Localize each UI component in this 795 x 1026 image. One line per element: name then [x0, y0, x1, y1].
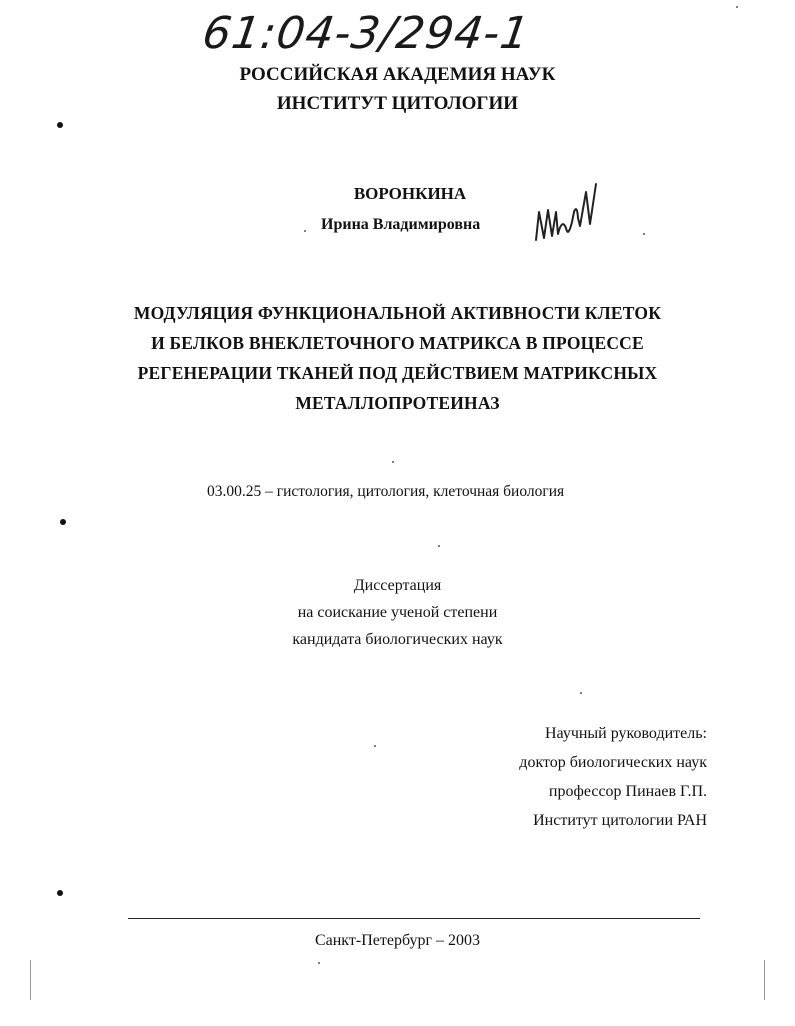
footer-rule	[128, 918, 700, 919]
dissertation-label: Диссертация	[353, 577, 442, 594]
academy-name: РОССИЙСКАЯ АКАДЕМИЯ НАУК	[239, 64, 556, 85]
scan-speck	[304, 230, 306, 232]
scan-speck	[643, 233, 645, 235]
supervisor-name: профессор Пинаев Г.П.	[548, 783, 707, 800]
title-line-1: МОДУЛЯЦИЯ ФУНКЦИОНАЛЬНОЙ АКТИВНОСТИ КЛЕТОК	[133, 303, 662, 323]
archive-mark: 61:04-3/294-1	[199, 8, 533, 59]
scan-speck	[318, 962, 320, 964]
binding-mark	[57, 890, 63, 896]
specialty-code: 03.00.25 – гистология, цитология, клеточная биология	[207, 483, 565, 500]
institute-name: ИНСТИТУТ ЦИТОЛОГИИ	[276, 93, 519, 114]
supervisor-degree: доктор биологических наук	[519, 754, 707, 771]
author-last-name: ВОРОНКИНА	[353, 184, 467, 203]
supervisor-label: Научный руководитель:	[544, 725, 707, 742]
signature-mark	[530, 182, 610, 250]
scan-speck	[438, 545, 440, 547]
degree-purpose: на соискание ученой степени	[297, 604, 498, 621]
degree-name: кандидата биологических наук	[292, 631, 503, 648]
scan-speck	[580, 692, 582, 694]
binding-mark	[57, 122, 63, 128]
scan-edge-line	[30, 960, 31, 1000]
city-year: Санкт-Петербург – 2003	[314, 932, 481, 949]
scan-speck	[374, 745, 376, 747]
scan-speck	[736, 6, 738, 8]
scan-edge-line	[764, 960, 765, 1000]
title-line-2: И БЕЛКОВ ВНЕКЛЕТОЧНОГО МАТРИКСА В ПРОЦЕССЕ	[151, 333, 644, 353]
supervisor-affiliation: Институт цитологии РАН	[533, 812, 707, 829]
title-line-3: РЕГЕНЕРАЦИИ ТКАНЕЙ ПОД ДЕЙСТВИЕМ МАТРИКСНЫХ	[137, 363, 658, 383]
binding-mark	[60, 519, 66, 525]
author-first-middle-name: Ирина Владимировна	[321, 216, 481, 233]
title-line-4: МЕТАЛЛОПРОТЕИНАЗ	[295, 393, 500, 413]
scan-speck	[392, 461, 394, 463]
